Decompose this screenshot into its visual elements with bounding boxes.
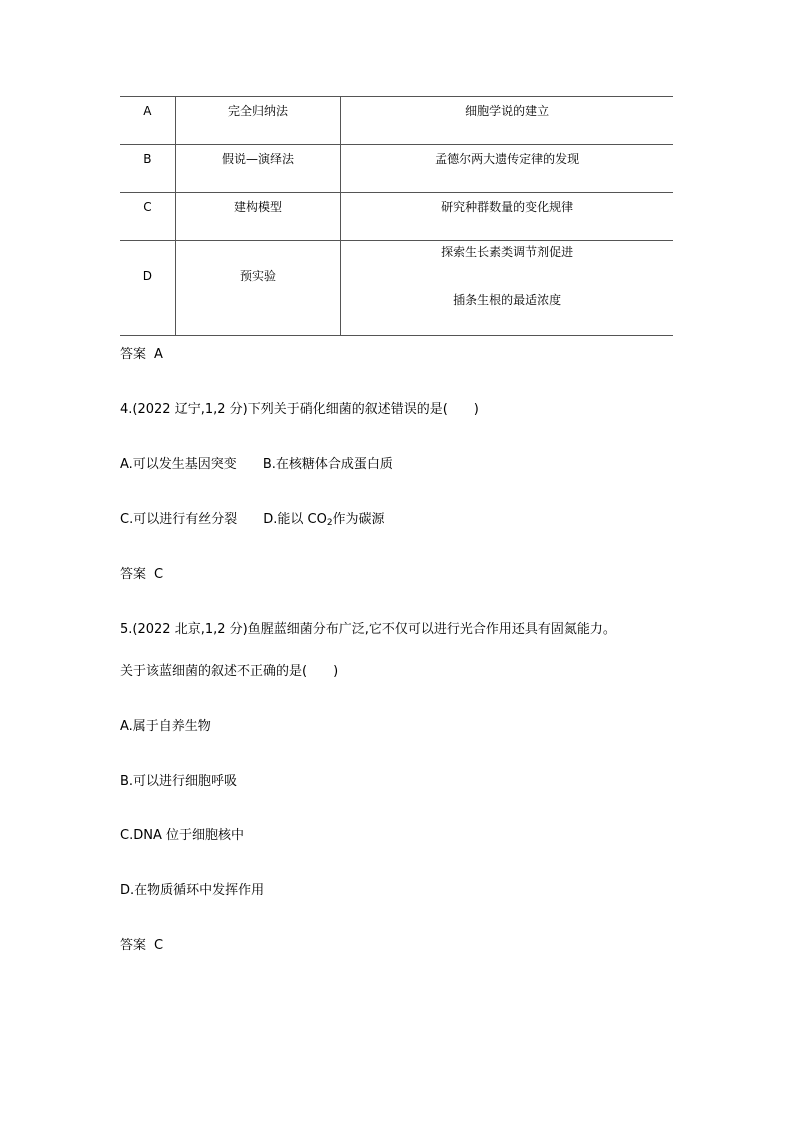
q4-option-d: D.能以 $CO_2$作为碳源 bbox=[263, 512, 385, 528]
method-name: 假说—演绎法 bbox=[222, 152, 295, 166]
q5-option-d: D.在物质循环中发挥作用 bbox=[120, 883, 265, 898]
answer-label: 答案 bbox=[120, 567, 147, 582]
methods-table bbox=[120, 96, 673, 336]
answer-value: C bbox=[154, 567, 164, 582]
q4-options-row-2 bbox=[120, 511, 385, 529]
q4-option-a: A.可以发生基因突变 bbox=[120, 457, 237, 472]
q5-stem-line-2: 关于该蓝细菌的叙述不正确的是( ) bbox=[120, 664, 339, 679]
table-row bbox=[120, 145, 673, 193]
answer-label: 答案 bbox=[120, 938, 147, 953]
method-name: 预实验 bbox=[240, 269, 277, 283]
q4-answer bbox=[120, 566, 163, 584]
option-letter: B bbox=[143, 152, 152, 166]
application-text: 研究种群数量的变化规律 bbox=[441, 200, 574, 214]
q3-answer bbox=[120, 346, 163, 364]
application-text bbox=[341, 241, 673, 308]
q4-option-c: C.可以进行有丝分裂 bbox=[120, 512, 238, 527]
application-line: 插条生根的最适浓度 bbox=[453, 293, 562, 307]
q5-option-a: A.属于自养生物 bbox=[120, 719, 211, 734]
q5-option-c: C.DNA 位于细胞核中 bbox=[120, 828, 244, 843]
q4-options-row-1 bbox=[120, 456, 393, 474]
table-row bbox=[120, 193, 673, 241]
table-row bbox=[120, 241, 673, 336]
answer-value: C bbox=[154, 938, 164, 953]
application-text: 细胞学说的建立 bbox=[465, 104, 550, 118]
table-row bbox=[120, 97, 673, 145]
method-name: 建构模型 bbox=[234, 200, 283, 214]
q5-answer bbox=[120, 937, 163, 955]
q4-option-b: B.在核糖体合成蛋白质 bbox=[262, 457, 393, 472]
option-letter: D bbox=[142, 269, 153, 283]
application-text: 孟德尔两大遗传定律的发现 bbox=[435, 152, 580, 166]
answer-value: A bbox=[154, 347, 163, 362]
application-line: 探索生长素类调节剂促进 bbox=[441, 245, 574, 259]
method-name: 完全归纳法 bbox=[228, 104, 289, 118]
option-letter: C bbox=[143, 200, 152, 214]
q5-stem-line-1: 5.(2022 北京,1,2 分)鱼腥蓝细菌分布广泛,它不仅可以进行光合作用还具有固氮能力。 bbox=[120, 622, 616, 637]
answer-label: 答案 bbox=[120, 347, 147, 362]
q4-stem: 4.(2022 辽宁,1,2 分)下列关于硝化细菌的叙述错误的是( ) bbox=[120, 402, 479, 417]
option-letter: A bbox=[143, 104, 152, 118]
q5-option-b: B.可以进行细胞呼吸 bbox=[120, 774, 238, 789]
